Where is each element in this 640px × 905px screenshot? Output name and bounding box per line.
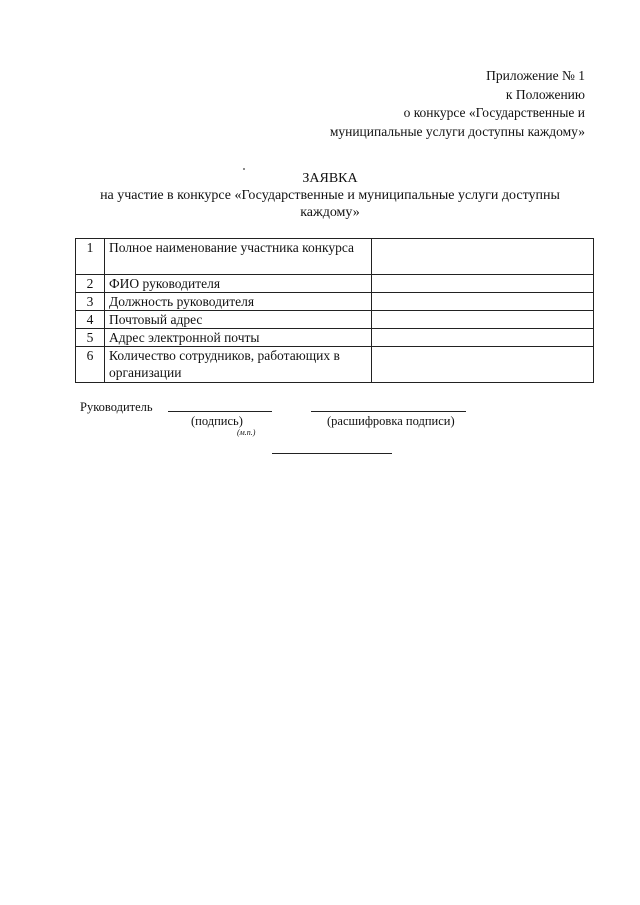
row-label: Почтовый адрес [105,311,372,329]
row-label: Адрес электронной почты [105,329,372,347]
document-subtitle-line-2: каждому» [300,205,360,220]
row-number: 5 [76,329,105,347]
appendix-line-2: к Положению [505,86,585,102]
row-value-field[interactable] [372,239,594,275]
row-label: Количество сотрудников, работающих в организации [105,347,372,383]
row-value-field[interactable] [372,293,594,311]
decoding-caption: (расшифровка подписи) [327,414,455,428]
document-subtitle-line-1: на участие в конкурсе «Государственные и муниципальные услуги доступны [100,188,560,203]
table-row [76,347,594,383]
appendix-line-1: Приложение № 1 [486,68,585,83]
document-title: ЗАЯВКА [302,171,358,186]
row-value-field[interactable] [372,347,594,383]
row-number: 3 [76,293,105,311]
row-value-field[interactable] [372,311,594,329]
appendix-line-3: о конкурсе «Государственные и [403,105,585,120]
row-number: 1 [76,239,105,275]
application-form-table [75,238,594,383]
row-label: Полное наименование участника конкурса [105,239,372,275]
signature-line[interactable] [168,411,272,412]
row-label: Должность руководителя [105,293,372,311]
table-row [76,293,594,311]
table-row [76,311,594,329]
date-line[interactable] [272,453,392,454]
table-row [76,275,594,293]
row-value-field[interactable] [372,329,594,347]
appendix-line-4: муниципальные услуги доступны каждому» [329,123,585,139]
row-number: 6 [76,347,105,383]
row-number: 4 [76,311,105,329]
signature-caption: (подпись) [191,414,243,428]
scan-speck [243,168,245,170]
table-row [76,239,594,275]
table-row [76,329,594,347]
stamp-place-label: (м.п.) [237,428,256,437]
appendix-block [330,67,585,141]
row-number: 2 [76,275,105,293]
row-label: ФИО руководителя [105,275,372,293]
row-value-field[interactable] [372,275,594,293]
decoding-line[interactable] [311,411,466,412]
head-label: Руководитель [80,400,153,414]
